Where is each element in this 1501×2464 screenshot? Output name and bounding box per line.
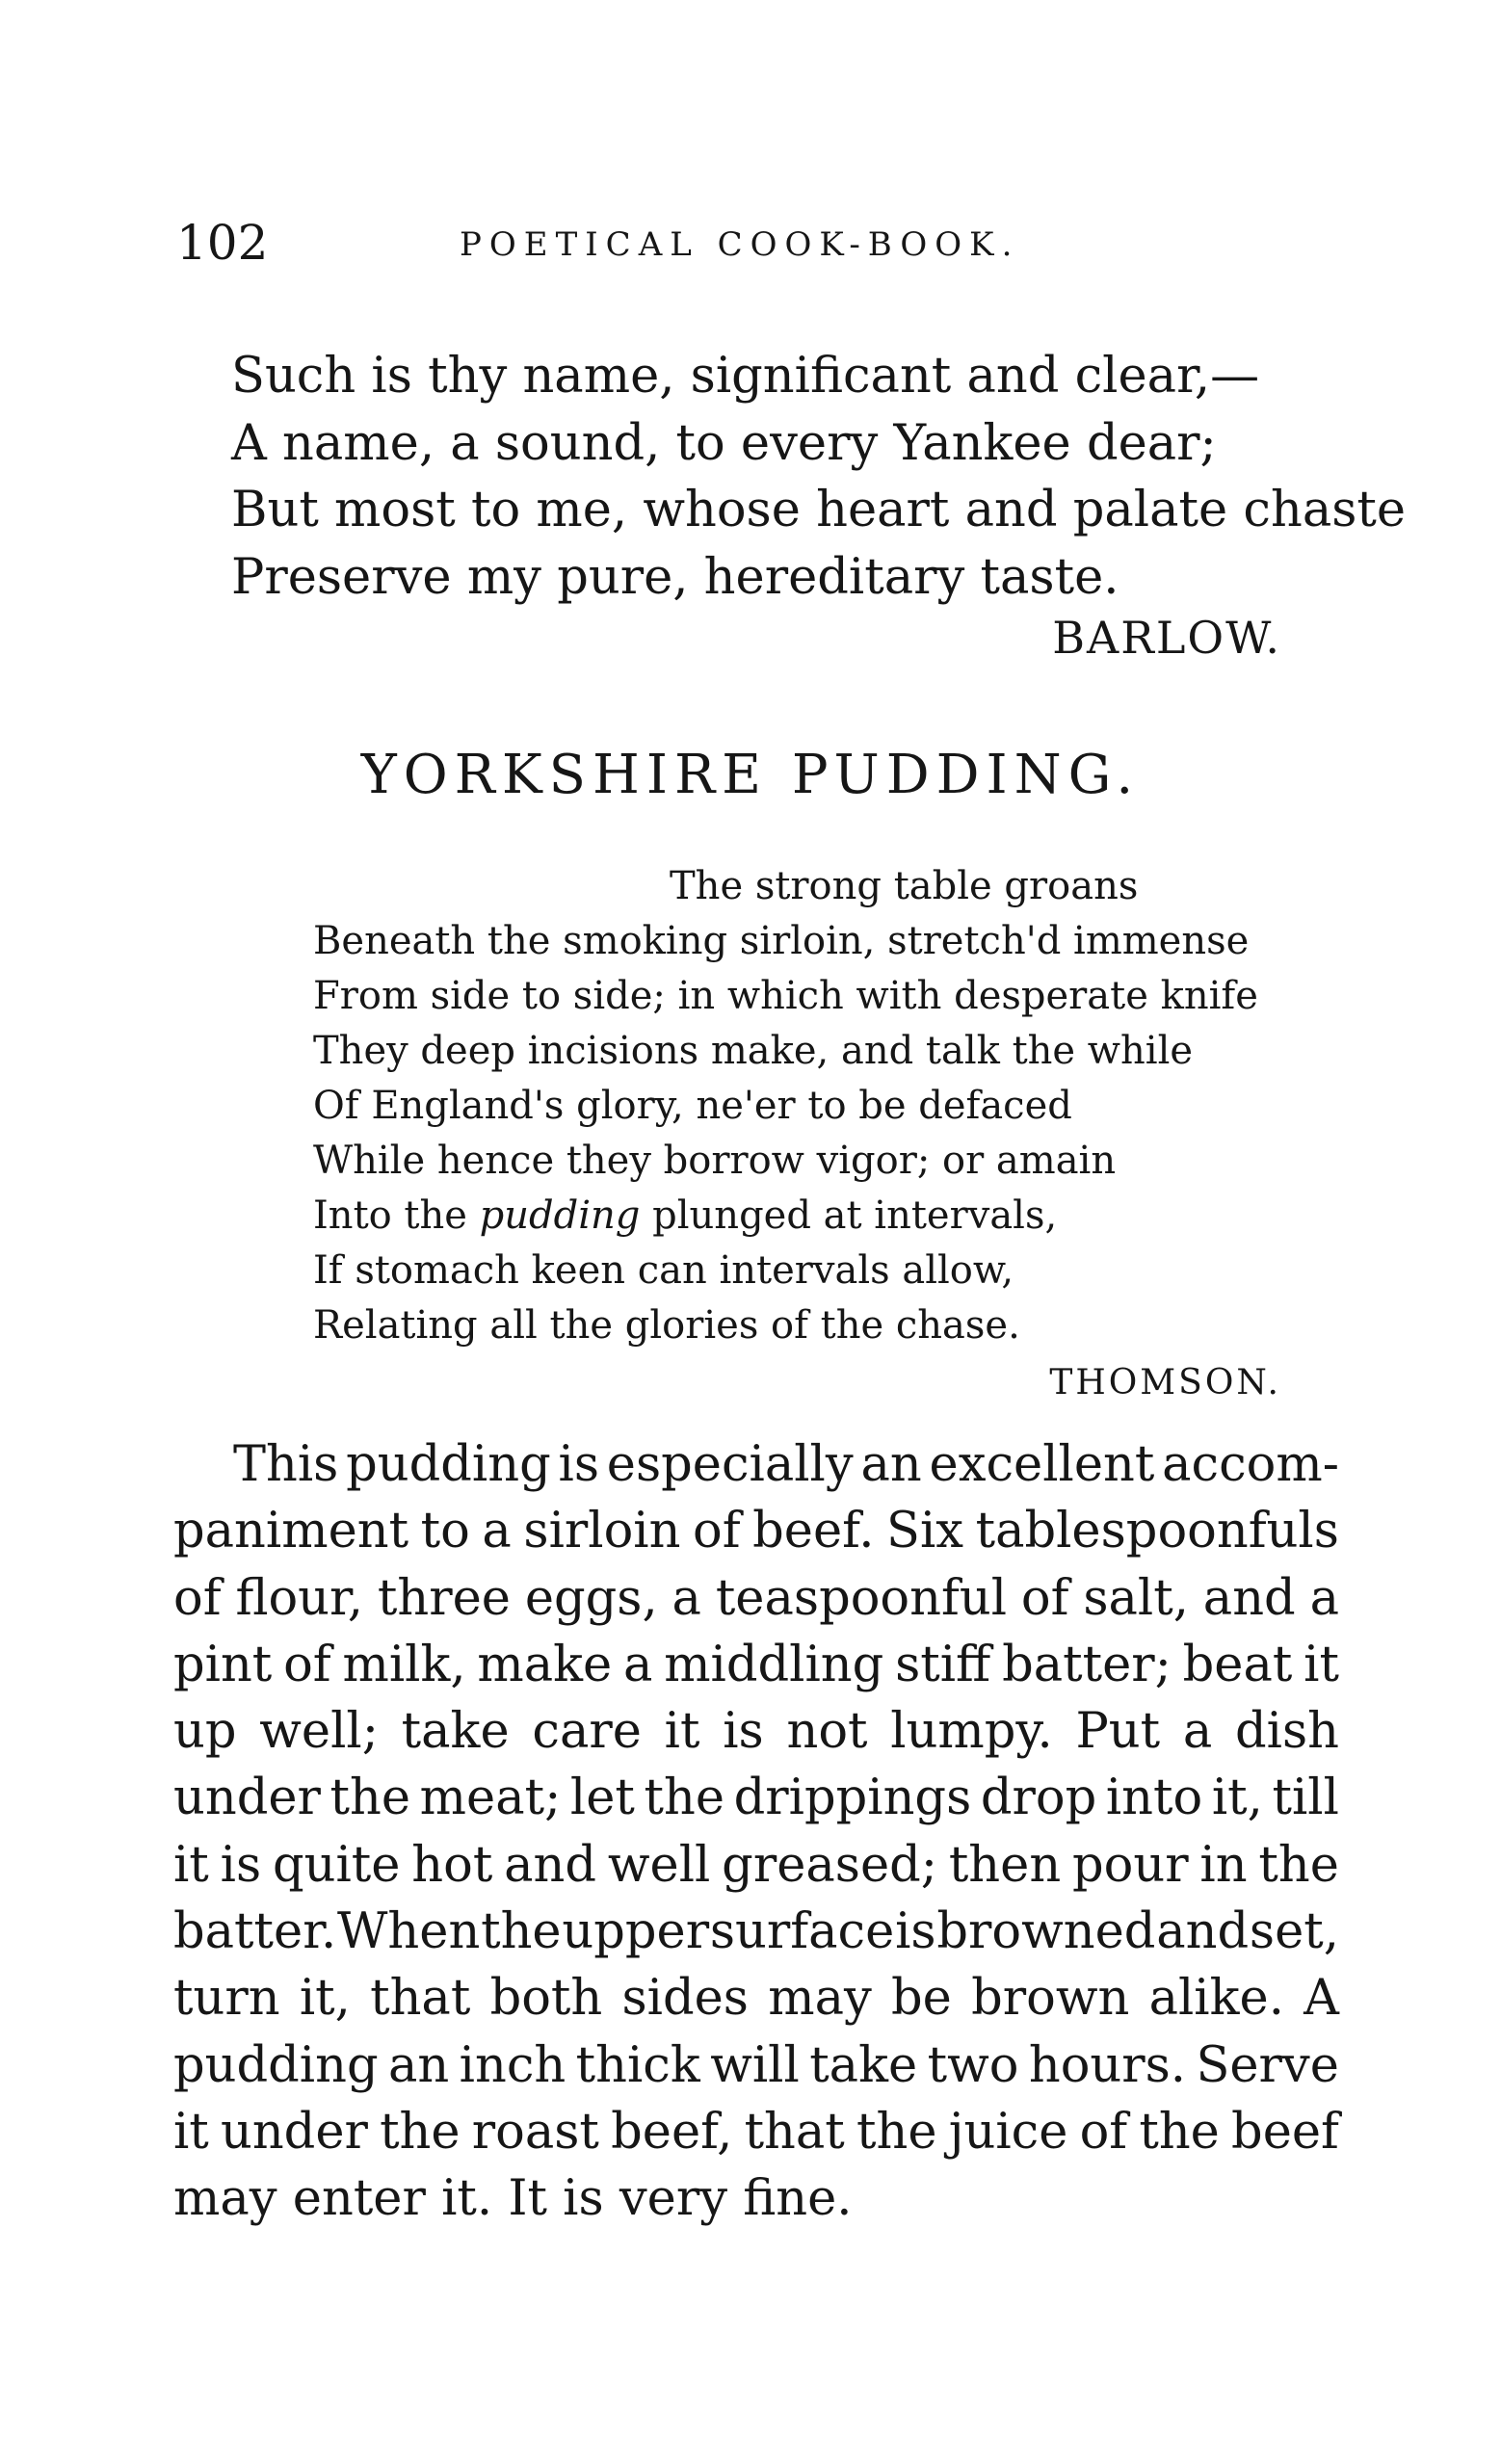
prose-word: eggs,: [524, 1569, 658, 1627]
prose-word: and: [504, 1836, 597, 1894]
recipe-paragraph: [173, 1431, 1339, 2233]
prose-word: milk,: [342, 1636, 466, 1693]
verse-line: Preserve my pure, hereditary taste.: [231, 548, 1119, 606]
prose-word: alike.: [1148, 1970, 1284, 2028]
prose-word: two: [927, 2036, 1019, 2094]
verse-line: While hence they borrow vigor; or amain: [313, 1139, 1117, 1183]
prose-line: [173, 1498, 1339, 1564]
page-number: 102: [176, 215, 269, 271]
prose-word: take: [809, 2036, 918, 2094]
verse-line: The strong table groans: [670, 864, 1139, 908]
prose-word: sides: [621, 1970, 749, 2028]
verse-fragment: Into the: [313, 1193, 467, 1238]
prose-line: [173, 1765, 1339, 1831]
prose-word: beef: [1231, 2103, 1339, 2161]
prose-word: up: [173, 1703, 237, 1761]
prose-word: juice: [948, 2103, 1068, 2161]
prose-word: be: [891, 1970, 952, 2028]
prose-word: Serve: [1196, 2036, 1339, 2094]
prose-word: well: [607, 1836, 711, 1894]
prose-word: it: [173, 1836, 209, 1894]
prose-line: [173, 2099, 1339, 2165]
prose-word: Put: [1075, 1703, 1161, 1761]
verse-thomson: [313, 859, 1373, 1353]
prose-word: beef.: [752, 1503, 875, 1560]
prose-word: hot: [411, 1836, 493, 1894]
prose-word: the: [329, 1769, 411, 1827]
prose-word: of: [1079, 2103, 1128, 2161]
prose-word: drippings: [733, 1769, 972, 1827]
prose-word: greased;: [722, 1836, 937, 1894]
prose-word: under: [173, 1769, 321, 1827]
verse-barlow: [231, 343, 1407, 611]
prose-word: A: [1304, 1970, 1339, 2028]
prose-word: not: [786, 1703, 868, 1761]
prose-word: the: [856, 2103, 937, 2161]
verse-line: They deep incisions make, and talk the while: [313, 1029, 1194, 1073]
prose-word: into: [1105, 1769, 1203, 1827]
prose-word: This: [233, 1436, 339, 1493]
prose-line: may enter it. It is very fine.: [173, 2170, 853, 2228]
prose-word: salt,: [1083, 1569, 1189, 1627]
prose-word: let: [569, 1769, 635, 1827]
prose-line: [173, 1832, 1339, 1899]
prose-word: brown: [971, 1970, 1130, 2028]
prose-word: three: [377, 1569, 511, 1627]
verse-line: A name, a sound, to every Yankee dear;: [231, 414, 1217, 472]
prose-word: surface: [709, 1903, 895, 1961]
prose-word: of: [1020, 1569, 1069, 1627]
verse-line: [313, 1189, 1373, 1244]
prose-word: thick: [575, 2036, 700, 2094]
prose-word: hours.: [1028, 2036, 1187, 2094]
prose-line: [173, 1431, 1339, 1498]
attribution-barlow: BARLOW.: [1052, 612, 1281, 664]
prose-word: care: [532, 1703, 642, 1761]
prose-word: beef,: [611, 2103, 733, 2161]
prose-word: accom-: [1162, 1436, 1339, 1493]
prose-word: make: [477, 1636, 613, 1693]
verse-line: Relating all the glories of the chase.: [313, 1303, 1020, 1348]
prose-word: browned: [936, 1903, 1156, 1961]
prose-word: meat;: [419, 1769, 562, 1827]
prose-word: it: [664, 1703, 700, 1761]
prose-word: the: [644, 1769, 725, 1827]
prose-word: in: [1199, 1836, 1248, 1894]
running-head: POETICAL COOK-BOOK.: [460, 225, 1020, 264]
prose-word: the: [1139, 2103, 1220, 2161]
prose-word: flour,: [235, 1569, 364, 1627]
prose-word: dish: [1235, 1703, 1339, 1761]
prose-word: a: [623, 1636, 653, 1693]
prose-word: upper: [562, 1903, 710, 1961]
prose-line: [173, 1899, 1339, 1965]
prose-word: Six: [886, 1503, 964, 1560]
prose-word: tablespoonfuls: [975, 1503, 1339, 1560]
prose-line: [173, 1632, 1339, 1698]
prose-word: it: [1304, 1636, 1339, 1693]
prose-word: middling: [664, 1636, 884, 1693]
prose-word: pudding: [346, 1436, 551, 1493]
prose-word: take: [401, 1703, 510, 1761]
prose-word: is: [220, 1836, 262, 1894]
prose-word: inch: [459, 2036, 566, 2094]
prose-word: that: [744, 2103, 845, 2161]
prose-word: an: [860, 1436, 922, 1493]
prose-word: it,: [1211, 1769, 1263, 1827]
verse-line: If stomach keen can intervals allow,: [313, 1248, 1014, 1293]
prose-word: of: [283, 1636, 331, 1693]
prose-word: quite: [272, 1836, 401, 1894]
prose-word: a: [482, 1503, 512, 1560]
prose-word: and: [1202, 1569, 1296, 1627]
prose-word: under: [220, 2103, 368, 2161]
verse-line: Beneath the smoking sirloin, stretch'd immense: [313, 919, 1250, 963]
prose-word: a: [1182, 1703, 1213, 1761]
prose-line: [173, 1965, 1339, 2031]
prose-line: [173, 2032, 1339, 2099]
italic-word: pudding: [479, 1193, 641, 1238]
prose-word: may: [768, 1970, 872, 2028]
prose-word: lumpy.: [890, 1703, 1053, 1761]
verse-line: Such is thy name, significant and clear,—: [231, 348, 1260, 405]
prose-word: beat: [1182, 1636, 1293, 1693]
prose-word: both: [489, 1970, 603, 2028]
verse-line: But most to me, whose heart and palate chaste: [231, 482, 1407, 538]
prose-word: then: [948, 1836, 1062, 1894]
attribution-thomson: THOMSON.: [1049, 1363, 1281, 1402]
prose-word: set,: [1249, 1903, 1339, 1961]
prose-word: roast: [471, 2103, 599, 2161]
prose-word: sirloin: [523, 1503, 681, 1560]
verse-fragment: plunged at intervals,: [652, 1193, 1058, 1238]
prose-word: When: [337, 1903, 481, 1961]
verse-line: Of England's glory, ne'er to be defaced: [313, 1084, 1072, 1128]
prose-line: [173, 1565, 1339, 1632]
prose-word: excellent: [929, 1436, 1155, 1493]
prose-word: is: [723, 1703, 764, 1761]
prose-word: it: [173, 2103, 209, 2161]
prose-line: [173, 1698, 1339, 1765]
prose-word: the: [481, 1903, 562, 1961]
prose-word: an: [388, 2036, 450, 2094]
prose-word: of: [173, 1569, 222, 1627]
prose-word: the: [1258, 1836, 1339, 1894]
prose-word: will: [710, 2036, 800, 2094]
prose-word: to: [420, 1503, 470, 1560]
prose-word: a: [672, 1569, 701, 1627]
prose-word: is: [895, 1903, 936, 1961]
prose-word: is: [558, 1436, 599, 1493]
prose-word: pour: [1072, 1836, 1189, 1894]
prose-word: pint: [173, 1636, 273, 1693]
prose-word: drop: [980, 1769, 1097, 1827]
prose-word: that: [370, 1970, 471, 2028]
prose-word: paniment: [173, 1503, 409, 1560]
prose-word: stiff: [895, 1636, 991, 1693]
section-title: YORKSHIRE PUDDING.: [360, 744, 1141, 806]
prose-word: turn: [173, 1970, 280, 2028]
prose-word: especially: [606, 1436, 854, 1493]
prose-word: of: [693, 1503, 741, 1560]
prose-word: it,: [299, 1970, 351, 2028]
prose-word: pudding: [173, 2036, 379, 2094]
prose-word: teaspoonful: [715, 1569, 1008, 1627]
verse-line: From side to side; in which with desperate knife: [313, 974, 1258, 1018]
prose-word: well;: [259, 1703, 379, 1761]
prose-word: batter.: [173, 1903, 337, 1961]
prose-word: and: [1156, 1903, 1250, 1961]
prose-word: the: [380, 2103, 461, 2161]
prose-word: till: [1272, 1769, 1339, 1827]
prose-word: a: [1309, 1569, 1339, 1627]
prose-word: batter;: [1002, 1636, 1172, 1693]
